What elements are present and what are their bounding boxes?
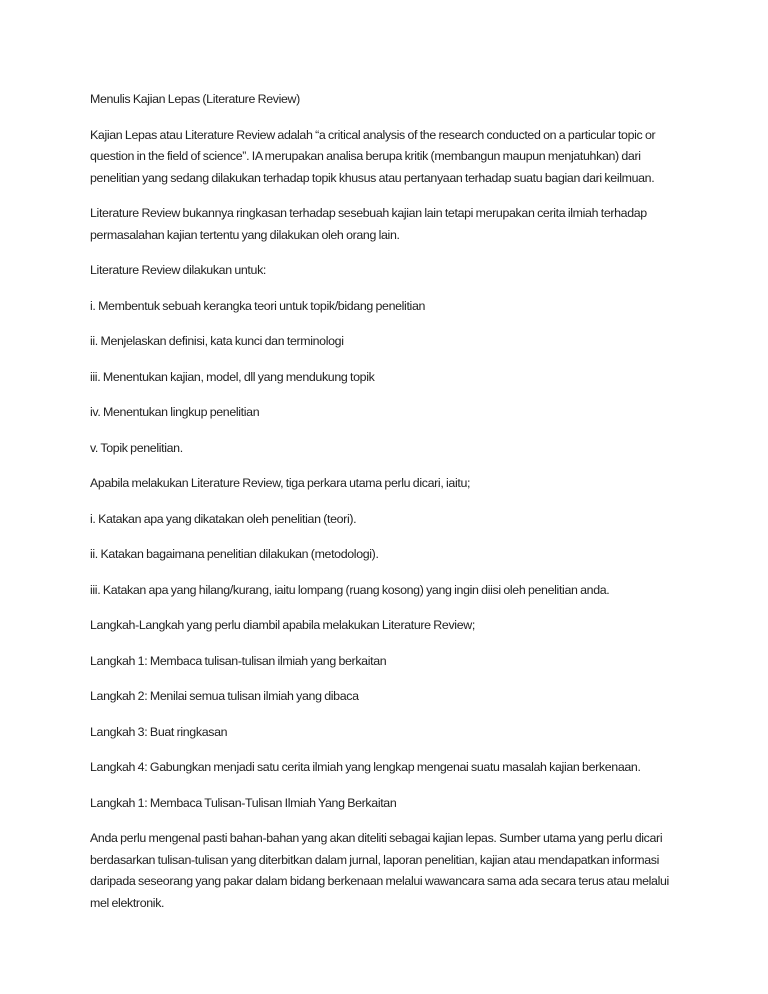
purpose-item-2: ii. Menjelaskan definisi, kata kunci dan terminologi — [90, 334, 344, 348]
paragraph-not-summary: Literature Review bukannya ringkasan terhadap sesebuah kajian lain tetapi merupakan cerita ilmiah terhadap permasalahan kajian tertentu yang dilakukan oleh orang lain. — [90, 206, 647, 242]
document-body — [90, 89, 680, 928]
paragraph-steps-intro: Langkah-Langkah yang perlu diambil apabila melakukan Literature Review; — [90, 618, 475, 632]
paragraph-three-matters-intro: Apabila melakukan Literature Review, tiga perkara utama perlu dicari, iaitu; — [90, 476, 471, 490]
purpose-item-1: i. Membentuk sebuah kerangka teori untuk topik/bidang penelitian — [90, 298, 426, 313]
step-item-1: Langkah 1: Membaca tulisan-tulisan ilmiah yang berkaitan — [90, 653, 387, 668]
paragraph-step-1-detail: Anda perlu mengenal pasti bahan-bahan yang akan diteliti sebagai kajian lepas. Sumber utama yang perlu dicari berdasarkan tulisan-tulisan yang diterbitkan dalam jurnal, laporan penelitian, kajian atau mendapatkan informasi daripada seseorang yang pakar dalam bidang berkenaan melalui wawancara sama ada secara terus atau melalui mel elektronik. — [90, 831, 669, 910]
step-item-4: Langkah 4: Gabungkan menjadi satu cerita ilmiah yang lengkap mengenai suatu masalah kajian berkenaan. — [90, 760, 641, 774]
matter-item-1: i. Katakan apa yang dikatakan oleh penelitian (teori). — [90, 511, 357, 526]
section-heading-step-1: Langkah 1: Membaca Tulisan-Tulisan Ilmiah Yang Berkaitan — [90, 795, 397, 810]
document-title: Menulis Kajian Lepas (Literature Review) — [90, 92, 300, 106]
purpose-item-4: iv. Menentukan lingkup penelitian — [90, 405, 260, 419]
step-item-2: Langkah 2: Menilai semua tulisan ilmiah yang dibaca — [90, 689, 359, 703]
step-item-3: Langkah 3: Buat ringkasan — [90, 724, 228, 739]
paragraph-definition: Kajian Lepas atau Literature Review adalah “a critical analysis of the research conducted on a particular topic or question in the field of science”. IA merupakan analisa berupa kritik (membangun maupun menjatuhkan) dari penelitian yang sedang dilakukan terhadap topik khusus atau pertanyaan terhadap suatu bagian dari keilmuan. — [90, 127, 656, 185]
matter-item-3: iii. Katakan apa yang hilang/kurang, iaitu lompang (ruang kosong) yang ingin diisi oleh penelitian anda. — [90, 582, 610, 597]
paragraph-purpose-intro: Literature Review dilakukan untuk: — [90, 263, 267, 277]
matter-item-2: ii. Katakan bagaimana penelitian dilakukan (metodologi). — [90, 547, 379, 561]
purpose-item-3: iii. Menentukan kajian, model, dll yang mendukung topik — [90, 369, 375, 384]
purpose-item-5: v. Topik penelitian. — [90, 440, 183, 455]
